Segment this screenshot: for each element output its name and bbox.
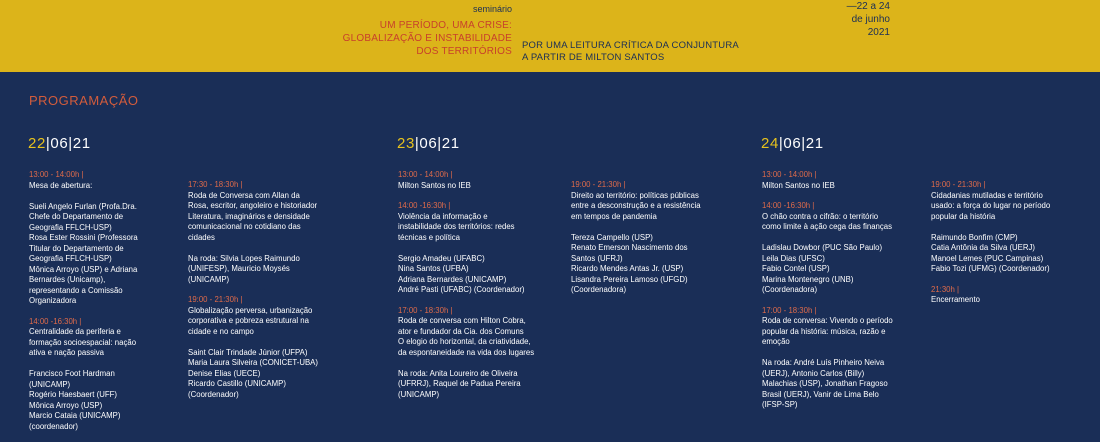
session-block <box>762 201 922 296</box>
session-line <box>931 222 1096 233</box>
session-line: ativa e nação passiva <box>29 348 104 357</box>
session-line: Catia Antônia da Silva (UERJ) <box>931 243 1036 252</box>
schedule-column <box>29 170 179 442</box>
session-line: Sergio Amadeu (UFABC) <box>398 253 485 263</box>
session-line: Milton Santos no IEB <box>398 180 471 190</box>
session-line: cidade e no campo <box>188 326 254 336</box>
session-line: (Coordenadora) <box>762 285 818 294</box>
session-line: corporativa e pobreza estrutural na <box>188 316 309 325</box>
session-time: 14:00 -16:30h | <box>398 201 451 210</box>
session-line: (UNIFESP), Mauricio Moysés <box>188 264 290 273</box>
session-line: Na roda: Anita Loureiro de Oliveira <box>398 368 518 378</box>
session-line: O elogio do horizontal, da criatividade, <box>398 337 531 346</box>
session-line: Rosa Ester Rossini (Professora <box>29 233 138 242</box>
session-line <box>571 222 751 233</box>
session-line <box>762 233 922 244</box>
session-line: Brasil (UERJ), Vanir de Lima Belo <box>762 389 879 399</box>
session-line: popular da história <box>931 211 996 221</box>
session-line: representando a Comissão <box>29 285 123 295</box>
session-line: Ricardo Mendes Antas Jr. (USP) <box>571 264 684 273</box>
session-line: (coordenador) <box>29 421 78 431</box>
session-line <box>29 191 179 202</box>
session-line: cidades <box>188 232 215 242</box>
session-block <box>398 201 558 296</box>
day-number: 22 <box>28 135 46 152</box>
session-line: Milton Santos no IEB <box>762 180 835 190</box>
session-line: Ladislau Dowbor (PUC São Paulo) <box>762 243 883 252</box>
session-line: Tereza Campello (USP) <box>571 232 653 242</box>
programacao-heading: PROGRAMAÇÃO <box>29 93 139 108</box>
session-time: 19:00 - 21:30h | <box>188 295 243 304</box>
session-line: Saint Clair Trindade Júnior (UFPA) <box>188 347 308 357</box>
seminar-title <box>300 19 512 58</box>
session-line: (UNICAMP) <box>29 379 71 389</box>
session-line: Na roda: Silvia Lopes Raimundo <box>188 253 300 263</box>
session-line: Lisandra Pereira Lamoso (UFGD) <box>571 274 688 284</box>
session-line: Nina Santos (UFBA) <box>398 264 469 273</box>
session-line: Direito ao território: políticas públicas <box>571 190 699 200</box>
session-line <box>188 243 368 254</box>
session-line: (IFSP-SP) <box>762 400 798 409</box>
session-block <box>762 170 922 191</box>
session-line: Adriana Bernardes (UNICAMP) <box>398 274 507 284</box>
session-line: emoção <box>762 337 790 346</box>
session-line: O chão contra o cifrão: o território <box>762 211 879 221</box>
session-block <box>29 317 179 433</box>
date-line: de junho <box>851 14 890 25</box>
session-line: Santos (UFRJ) <box>571 253 623 263</box>
day-month-year: |06|21 <box>414 135 460 152</box>
session-line: (UFRRJ), Raquel de Padua Pereira <box>398 379 521 388</box>
session-line: popular da história: música, razão e <box>762 326 886 336</box>
session-line <box>398 243 558 254</box>
session-time: 14:00 -16:30h | <box>762 201 815 210</box>
session-line: Globalização perversa, urbanização <box>188 305 313 315</box>
session-block <box>571 180 751 296</box>
day-header-23 <box>397 135 460 152</box>
schedule-column <box>931 180 1096 316</box>
session-line: Renato Emerson Nascimento dos <box>571 243 688 252</box>
session-line: Denise Elias (UECE) <box>188 368 261 378</box>
session-line <box>762 348 922 359</box>
session-line: técnicas e política <box>398 232 460 242</box>
session-line: Roda de conversa: Vivendo o período <box>762 316 893 325</box>
session-line <box>29 359 179 370</box>
session-line: usado: a força do lugar no período <box>931 201 1051 210</box>
session-block <box>398 170 558 191</box>
subtitle-line: A PARTIR DE MILTON SANTOS <box>522 52 665 63</box>
session-line: (UNICAMP) <box>398 389 440 399</box>
session-line: Sueli Angelo Furlan (Profa.Dra. <box>29 201 137 211</box>
session-time: 19:00 - 21:30h | <box>571 180 626 189</box>
session-line: como limite à ação cega das finanças <box>762 222 893 231</box>
session-block <box>188 180 368 285</box>
session-line: André Pasti (UFABC) (Coordenador) <box>398 285 525 294</box>
session-block <box>188 295 368 400</box>
seminar-subtitle <box>522 40 739 64</box>
session-time: 17:30 - 18:30h | <box>188 180 243 189</box>
session-line: (Coordenadora) <box>571 285 627 294</box>
session-line: Chefe do Departamento de <box>29 212 124 221</box>
session-line: Mesa de abertura: <box>29 180 93 190</box>
day-number: 24 <box>761 135 779 152</box>
session-line: Marina Montenegro (UNB) <box>762 274 854 284</box>
session-time: 13:00 - 14:00h | <box>762 170 817 179</box>
session-block <box>29 170 179 307</box>
schedule-column <box>398 170 558 410</box>
subtitle-line: POR UMA LEITURA CRÍTICA DA CONJUNTURA <box>522 40 739 51</box>
session-line: Literatura, imaginários e densidade <box>188 211 310 221</box>
session-line: instabilidade dos territórios: redes <box>398 222 515 231</box>
session-line: Malachias (USP), Jonathan Fragoso <box>762 379 888 388</box>
session-block <box>398 306 558 401</box>
session-line <box>398 358 558 369</box>
session-line: Centralidade da periferia e <box>29 327 121 336</box>
session-time: 19:00 - 21:30h | <box>931 180 986 189</box>
title-line: DOS TERRITÓRIOS <box>416 46 512 57</box>
session-line: Fabio Contel (USP) <box>762 264 830 273</box>
day-header-24 <box>761 135 824 152</box>
title-line: UM PERÍODO, UMA CRISE: <box>379 20 512 31</box>
session-line: comunicacional no cotidiano das <box>188 222 301 231</box>
session-line: ator e fundador da Cia. dos Comuns <box>398 326 524 336</box>
session-time: 14:00 -16:30h | <box>29 316 82 326</box>
schedule-column <box>188 180 368 410</box>
date-line: —22 a 24 <box>846 1 890 12</box>
day-month-year: |06|21 <box>778 135 824 152</box>
session-line: Geografia FFLCH-USP) <box>29 254 112 263</box>
session-line: Rosa, escritor, angoleiro e historiador <box>188 201 318 210</box>
schedule-column <box>571 180 751 306</box>
session-line: Violência da informação e <box>398 211 488 221</box>
session-line <box>188 337 368 348</box>
session-line: Encerramento <box>931 295 980 304</box>
session-line: Titular do Departamento de <box>29 243 124 253</box>
event-dates <box>790 0 890 39</box>
day-month-year: |06|21 <box>45 135 91 152</box>
session-line: Maria Laura Silveira (CONICET-UBA) <box>188 358 318 367</box>
session-time: 17:00 - 18:30h | <box>762 305 817 315</box>
session-time: 17:00 - 18:30h | <box>398 305 453 315</box>
session-line: (Coordenador) <box>188 389 239 399</box>
session-line: Cidadanias mutiladas e território <box>931 190 1043 200</box>
session-line: Fabio Tozi (UFMG) (Coordenador) <box>931 264 1050 273</box>
session-line: Na roda: André Luís Pinheiro Neiva <box>762 358 885 367</box>
seminar-label: seminário <box>472 4 512 14</box>
session-line: Marcio Cataia (UNICAMP) <box>29 411 121 420</box>
session-block <box>931 285 1096 306</box>
session-line: Mônica Arroyo (USP) e Adriana <box>29 264 138 274</box>
session-line: Manoel Lemes (PUC Campinas) <box>931 253 1044 263</box>
title-line: GLOBALIZAÇÃO E INSTABILIDADE <box>342 33 512 44</box>
session-time: 13:00 - 14:00h | <box>398 170 453 179</box>
session-time: 13:00 - 14:00h | <box>29 170 84 179</box>
session-line: Raimundo Bonfim (CMP) <box>931 232 1018 242</box>
day-number: 23 <box>397 135 415 152</box>
session-line: Ricardo Castillo (UNICAMP) <box>188 379 286 388</box>
session-line: da espontaneidade na vida dos lugares <box>398 347 535 357</box>
session-line: Mônica Arroyo (USP) <box>29 400 103 410</box>
header-banner <box>0 0 1100 72</box>
session-line: Bernardes (Unicamp), <box>29 275 106 284</box>
session-line: entre a desconstrução e a resistência <box>571 201 701 210</box>
session-line: Leila Dias (UFSC) <box>762 253 825 263</box>
session-line: Francisco Foot Hardman <box>29 369 115 378</box>
session-time: 21:30h | <box>931 284 960 294</box>
session-block <box>931 180 1096 275</box>
session-line: formação socioespacial: nação <box>29 337 137 347</box>
session-line: (UERJ), Antonio Carlos (Billy) <box>762 368 865 378</box>
date-line: 2021 <box>867 27 890 38</box>
session-block <box>762 306 922 411</box>
session-line: Roda de conversa com Hilton Cobra, <box>398 316 526 325</box>
session-line: Organizadora <box>29 296 77 305</box>
session-line: Roda de Conversa com Allan da <box>188 190 300 200</box>
day-header-22 <box>28 135 91 152</box>
schedule-column <box>762 170 922 421</box>
session-line: (UNICAMP) <box>188 274 230 284</box>
session-line: Geografia FFLCH-USP) <box>29 222 112 232</box>
session-line: em tempos de pandemia <box>571 211 657 221</box>
session-line: Rogério Haesbaert (UFF) <box>29 390 117 399</box>
